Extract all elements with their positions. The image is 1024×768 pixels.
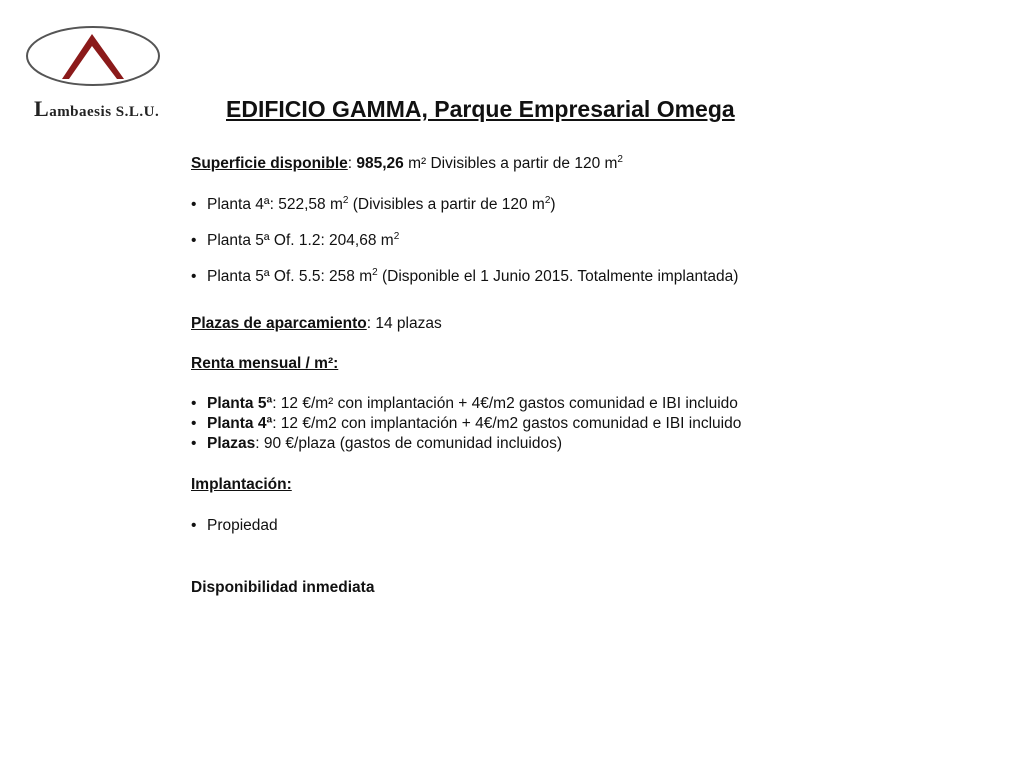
renta-item-bold: Planta 5ª xyxy=(207,395,273,412)
plazas-line xyxy=(191,314,991,334)
planta-item xyxy=(191,231,991,251)
renta-item-text: : 12 €/m² con implantación + 4€/m2 gastos comunidad e IBI incluido xyxy=(272,395,738,412)
bullet: • xyxy=(191,232,197,249)
renta-label: Renta mensual / m²: xyxy=(191,355,339,372)
disponibilidad-line: Disponibilidad inmediata xyxy=(191,579,375,596)
implantacion-item-text: Propiedad xyxy=(207,517,278,534)
implantacion-label: Implantación: xyxy=(191,476,292,493)
superficie-sep: : xyxy=(347,155,357,172)
page-title: EDIFICIO GAMMA, Parque Empresarial Omega xyxy=(226,96,735,122)
bullet: • xyxy=(191,517,197,534)
superficie-text: m² Divisibles a partir de 120 m xyxy=(403,155,618,172)
bullet: • xyxy=(191,435,197,452)
planta-text: (Divisibles a partir de 120 m xyxy=(348,196,545,213)
planta-sup: 2 xyxy=(393,230,400,242)
planta-text: ) xyxy=(550,196,556,213)
plazas-text: : 14 plazas xyxy=(366,315,442,332)
renta-item-text: : 90 €/plaza (gastos de comunidad incluidos) xyxy=(255,435,563,452)
implantacion-item xyxy=(191,516,991,536)
renta-item-bold: Plazas xyxy=(207,435,256,452)
company-logo xyxy=(22,24,172,124)
superficie-line xyxy=(191,154,991,174)
planta-item xyxy=(191,267,991,287)
planta-sup: 2 xyxy=(342,194,349,206)
planta-text: (Disponible el 1 Junio 2015. Totalmente implantada) xyxy=(377,268,739,285)
planta-item xyxy=(191,195,991,215)
roof-chevron-icon xyxy=(22,24,172,94)
bullet: • xyxy=(191,395,197,412)
logo-initial: L xyxy=(34,96,50,121)
logo-text xyxy=(34,96,159,122)
listing-details xyxy=(191,154,991,598)
renta-item xyxy=(191,394,991,414)
bullet: • xyxy=(191,415,197,432)
planta-text: Planta 5ª Of. 5.5: 258 m xyxy=(207,268,373,285)
bullet: • xyxy=(191,196,197,213)
renta-item-bold: Planta 4ª xyxy=(207,415,273,432)
renta-item-text: : 12 €/m2 con implantación + 4€/m2 gastos comunidad e IBI incluido xyxy=(272,415,742,432)
superficie-sup: 2 xyxy=(617,153,623,165)
renta-item xyxy=(191,414,991,434)
planta-sup: 2 xyxy=(544,194,551,206)
plazas-label: Plazas de aparcamiento xyxy=(191,315,367,332)
planta-text: Planta 4ª: 522,58 m xyxy=(207,196,343,213)
implantacion-heading xyxy=(191,475,991,495)
superficie-value: 985,26 xyxy=(356,155,404,172)
bullet: • xyxy=(191,268,197,285)
renta-item xyxy=(191,434,991,454)
planta-text: Planta 5ª Of. 1.2: 204,68 m xyxy=(207,232,394,249)
planta-sup: 2 xyxy=(372,266,378,278)
logo-name: ambaesis S.L.U. xyxy=(49,104,160,120)
superficie-label: Superficie disponible xyxy=(191,155,348,172)
renta-heading xyxy=(191,354,991,374)
